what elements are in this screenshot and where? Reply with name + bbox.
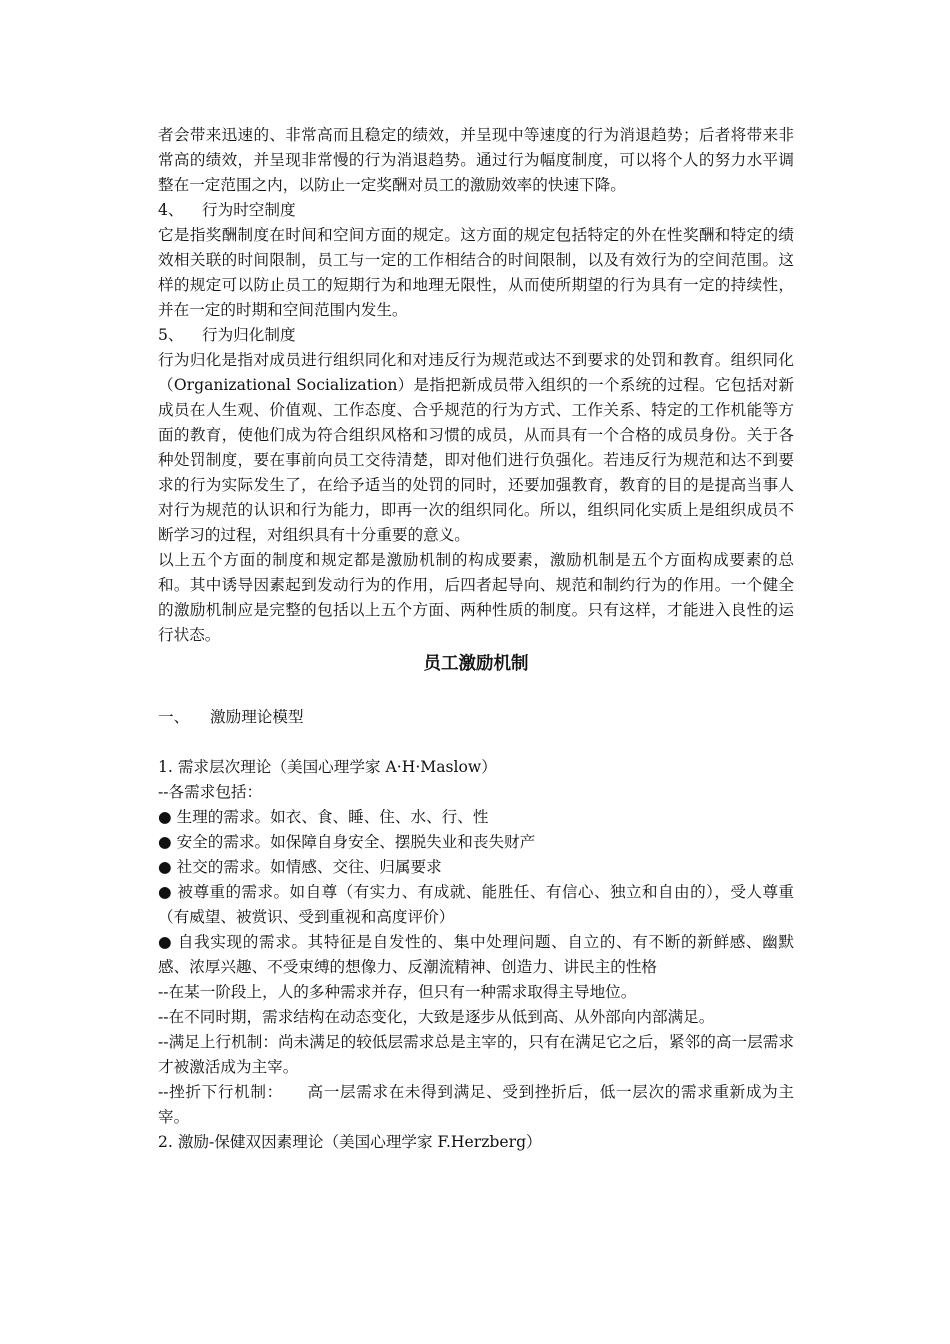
paragraph-behavior-range: 者会带来迅速的、非常高而且稳定的绩效，并呈现中等速度的行为消退趋势；后者将带来非常高的绩效，并呈现非常慢的行为消退趋势。通过行为幅度制度，可以将个人的努力水平调整在一定范围之内，以防止一定奖酬对员工的激励效率的快速下降。: [158, 126, 794, 194]
heading-text: 激励理论模型: [210, 708, 304, 726]
needs-intro: --各需求包括：: [158, 783, 263, 801]
heading-text: 行为时空制度: [202, 201, 296, 219]
paragraph-summary: 以上五个方面的制度和规定都是激励机制的构成要素，激励机制是五个方面构成要素的总和。其中诱导因素起到发动行为的作用，后四者起导向、规范和制约行为的作用。一个健全的激励机制应是完整的包括以上五个方面、两种性质的制度。只有这样，才能进入良性的运行状态。: [158, 551, 794, 644]
need-esteem: ● 被尊重的需求。如自尊（有实力、有成就、能胜任、有信心、独立和自由的），受人尊重（有威望、被赏识、受到重视和高度评价）: [158, 883, 794, 926]
paragraph-timespace: 它是指奖酬制度在时间和空间方面的规定。这方面的规定包括特定的外在性奖酬和特定的绩效相关联的时间限制，员工与一定的工作相结合的时间限制，以及有效行为的空间范围。这样的规定可以防止员工的短期行为和地理无限性，从而使所期望的行为具有一定的持续性，并在一定的时期和空间范围内发生。: [158, 226, 794, 319]
heading-number: 4、: [158, 201, 184, 219]
document-body: [158, 123, 794, 1155]
note-dominant-need: --在某一阶段上，人的多种需求并存，但只有一种需求取得主导地位。: [158, 983, 637, 1001]
spacer: [158, 730, 794, 755]
section-title: 员工激励机制: [423, 654, 529, 674]
paragraph-socialization: 行为归化是指对成员进行组织同化和对违反行为规范或达不到要求的处罚和教育。组织同化（Organizational Socialization）是指把新成员带入组织的一个系统的过程。它包括对新成员在人生观、价值观、工作态度、合乎规范的行为方式、工作关系、特定的工作机能等方面的教育，使他们成为符合组织风格和习惯的成员，从而具有一个合格的成员身份。关于各种处罚制度，要在事前向员工交待清楚，即对他们进行负强化。若违反行为规范和达不到要求的行为实际发生了，在给予适当的处罚的同时，还要加强教育，教育的目的是提高当事人对行为规范的认识和行为能力，即再一次的组织同化。所以，组织同化实质上是组织成员不断学习的过程，对组织具有十分重要的意义。: [158, 351, 794, 544]
heading-number: 5、: [158, 326, 184, 344]
heading-number: 一、: [158, 708, 190, 726]
note-downward-mechanism: [158, 1080, 794, 1130]
heading-behavior-socialization: [158, 323, 794, 348]
need-physiological: ● 生理的需求。如衣、食、睡、住、水、行、性: [158, 808, 489, 826]
need-self-actualization: ● 自我实现的需求。其特征是自发性的、集中处理问题、自立的、有不断的新鲜感、幽默感、浓厚兴趣、不受束缚的想像力、反潮流精神、创造力、讲民主的性格: [158, 933, 794, 976]
note-dynamic-structure: --在不同时期，需求结构在动态变化，大致是逐步从低到高、从外部向内部满足。: [158, 1008, 715, 1026]
heading-text: 行为归化制度: [202, 326, 296, 344]
item-maslow-title: 1. 需求层次理论（美国心理学家 A·H·Maslow）: [158, 758, 497, 776]
note-label: --挫折下行机制：: [158, 1083, 283, 1101]
need-social: ● 社交的需求。如情感、交往、归属要求: [158, 858, 442, 876]
heading-motivation-models: [158, 705, 794, 730]
need-safety: ● 安全的需求。如保障自身安全、摆脱失业和丧失财产: [158, 833, 536, 851]
heading-behavior-timespace: [158, 198, 794, 223]
item-herzberg-title: 2. 激励-保健双因素理论（美国心理学家 F.Herzberg）: [158, 1133, 542, 1151]
spacer: [158, 680, 794, 705]
note-upward-mechanism: --满足上行机制：尚未满足的较低层需求总是主宰的，只有在满足它之后，紧邻的高一层需求才被激活成为主宰。: [158, 1033, 794, 1076]
note-text: 高一层需求在未得到满足、受到挫折后，低一层次的需求重新成为主宰。: [158, 1083, 794, 1126]
